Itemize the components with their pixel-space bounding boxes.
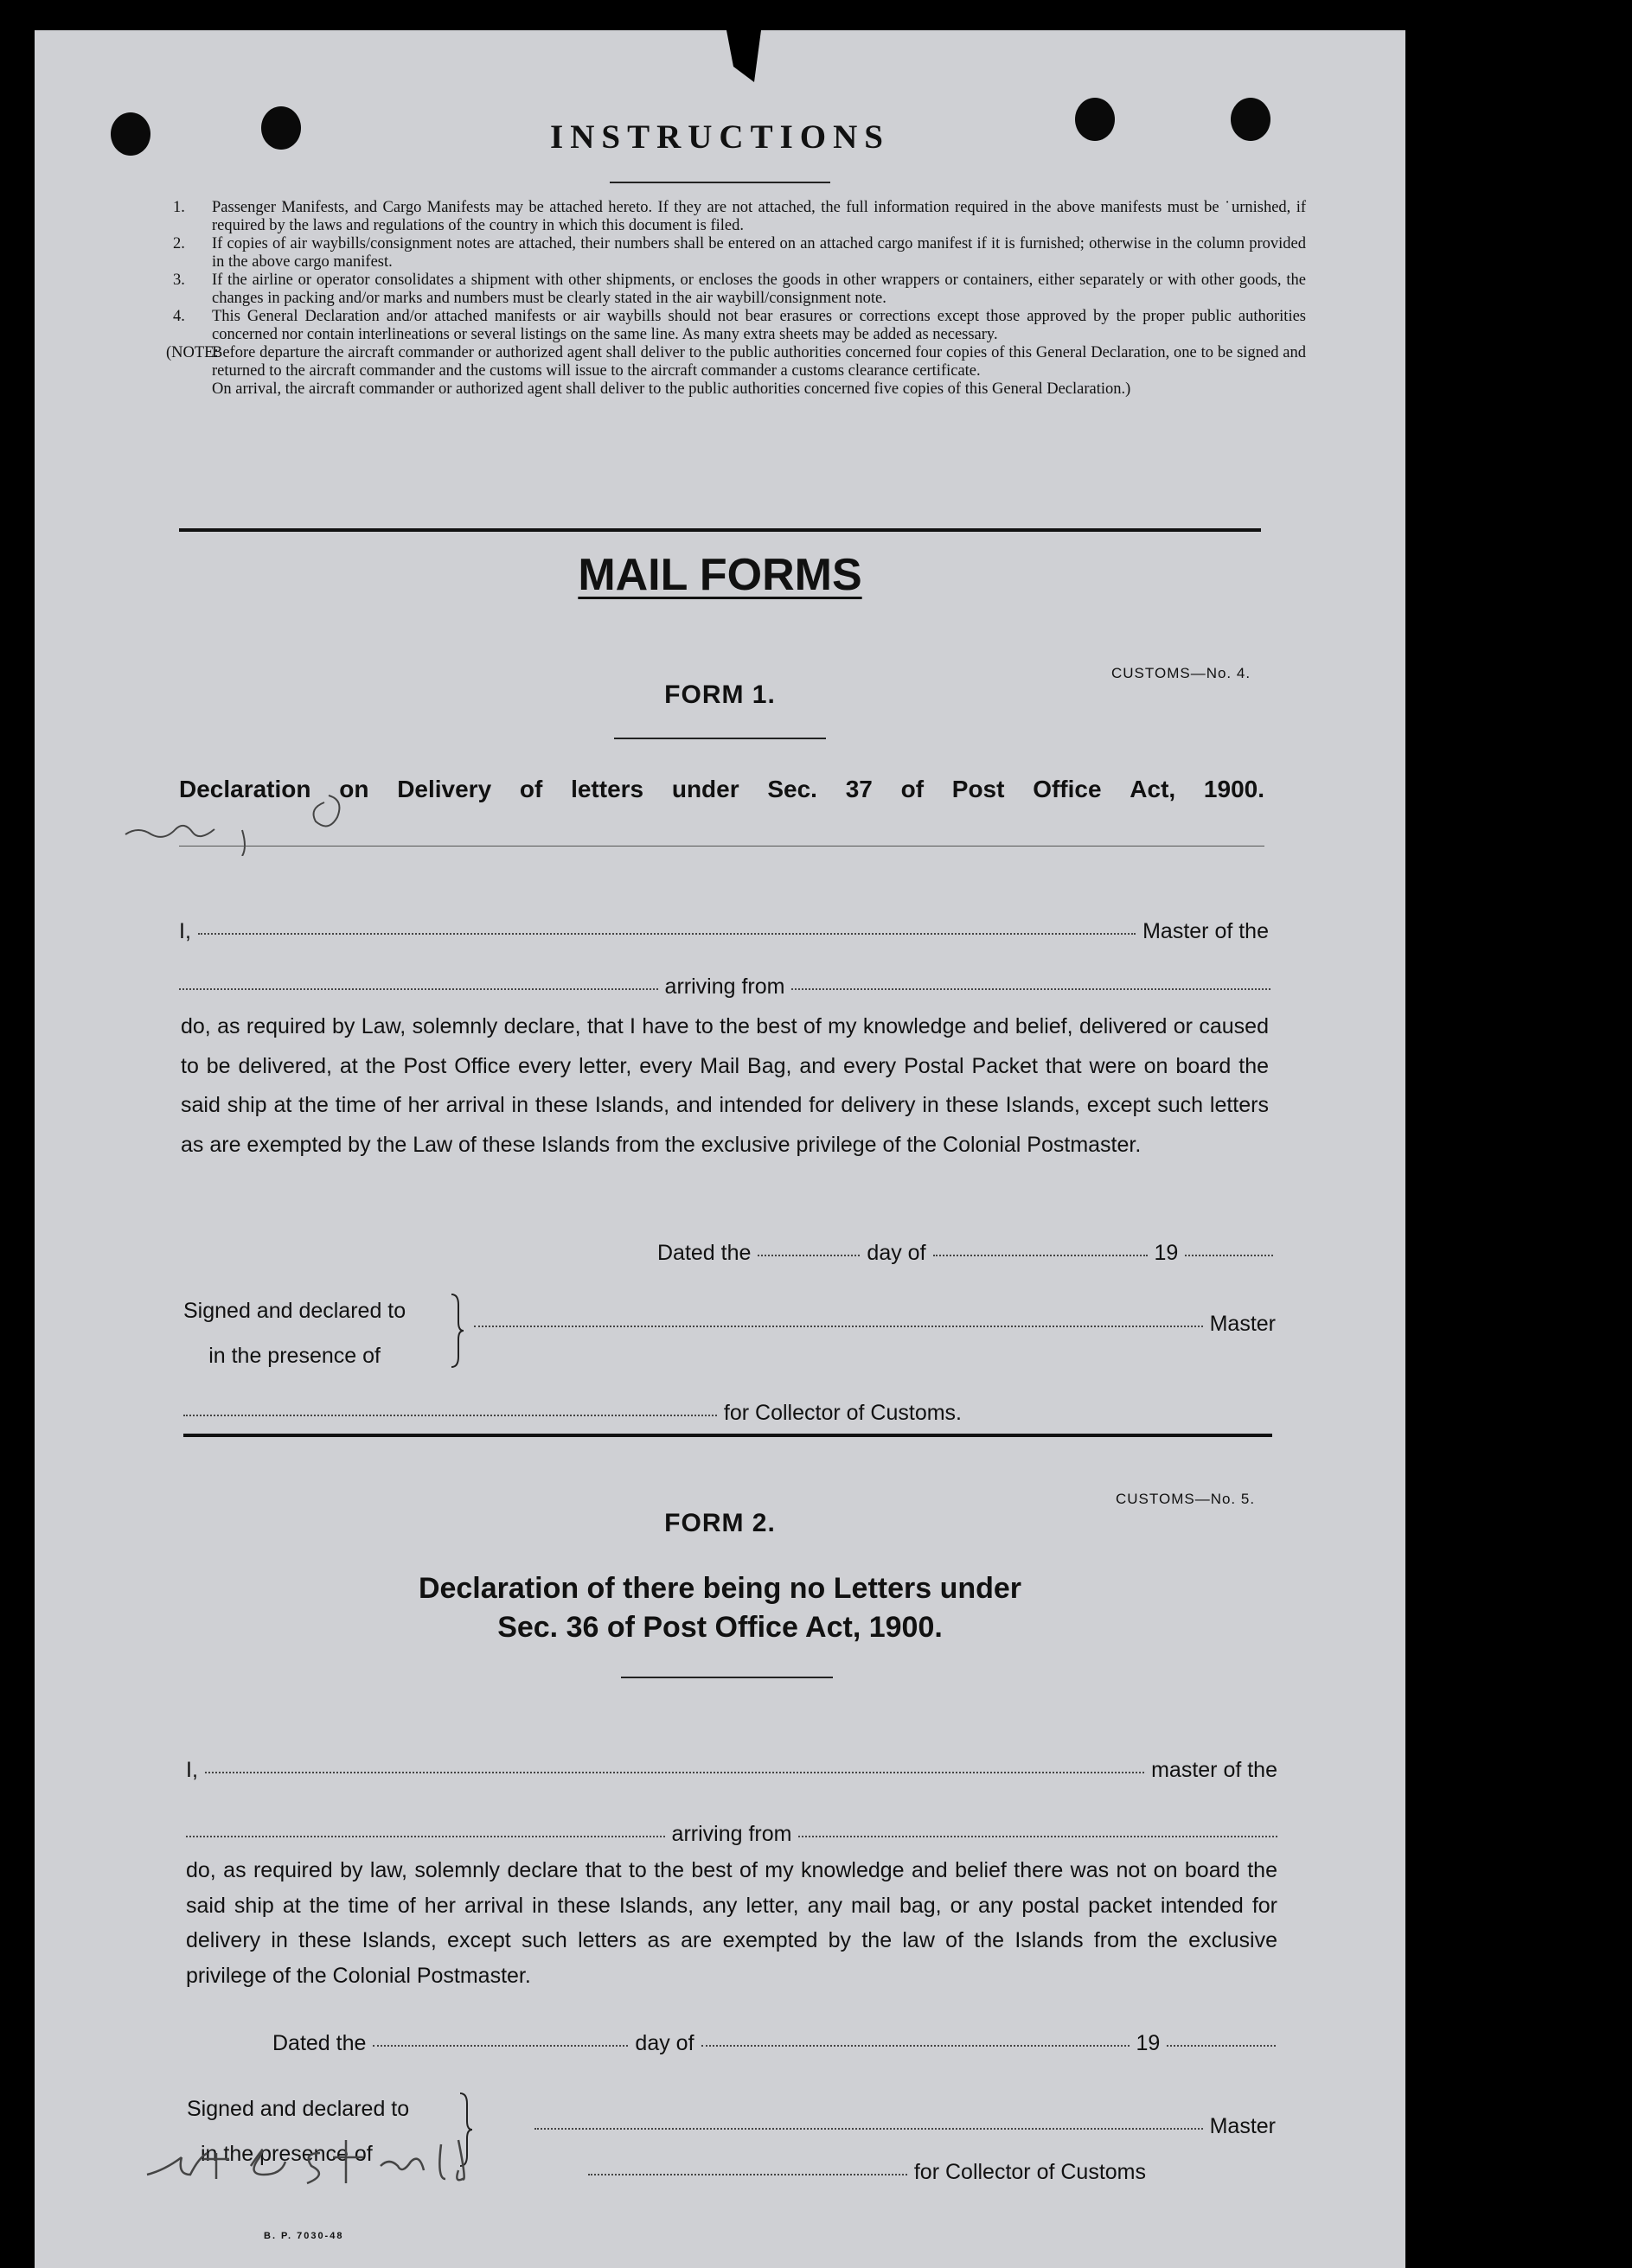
form1-name-row: I, Master of the (179, 919, 1269, 943)
form1-brace (448, 1293, 465, 1370)
form1-collector-row: for Collector of Customs. (183, 1401, 962, 1426)
form1-month-field[interactable] (933, 1254, 1148, 1256)
instruction-note: (NOTE: Before departure the aircraft commander or authorized agent shall deliver to the public authorities concerned four copies of this General Declaration, one to be signed and returned to the aircraft commander and the customs will issue to the aircraft commander a customs clearance certificate. On arrival, the aircraft commander or authorized agent shall deliver to the public authorities concerned five copies of this General Declaration.) (166, 344, 1306, 398)
form1-ship-field[interactable] (179, 987, 658, 990)
instructions-list (166, 199, 1306, 399)
form2-name-field[interactable] (205, 1771, 1144, 1773)
handwritten-signature-form2 (121, 2105, 657, 2201)
form2-body-text: do, as required by law, solemnly declare that to the best of my knowledge and belief there was not on board the said ship at the time of her arrival in these Islands, any letter, any mail bag, or any postal packet intended for delivery in these Islands, except such letters as are exempted by the law of the Islands from the exclusive privilege of the Colonial Postmaster. (186, 1858, 1277, 1988)
document-page (35, 30, 1405, 2268)
instruction-item-1: 1. Passenger Manifests, and Cargo Manifests may be attached hereto. If they are not attached, the full information required in the above manifests must be ˙urnished, if required by the laws and regulations of the country in which this document is filed. (173, 199, 1306, 234)
form1-label-rule (614, 738, 826, 739)
form1-declaration-title: Declaration on Delivery of letters under Sec. 37 of Post Office Act, 1900. (179, 776, 1264, 802)
form2-day-field[interactable] (373, 2044, 628, 2047)
instructions-title: INSTRUCTIONS (550, 118, 890, 156)
handwritten-circle-mark (303, 791, 355, 843)
form1-body-text: do, as required by Law, solemnly declare, that I have to the best of my knowledge and belief, delivered or caused to be delivered, at the Post Office every letter, every Mail Bag, and every Postal Packet that were on board the said ship at the time of her arrival in these Islands, and intended for delivery in these Islands, except such letters as are exempted by the Law of these Islands from the exclusive privilege of the Colonial Postmaster. (181, 1014, 1269, 1157)
instruction-item-4: 4. This General Declaration and/or attached manifests or air waybills should not bear erasures or corrections except those approved by the proper public authorities concerned nor contain interlineations or several listings on the same line. As many extra sheets may be added as necessary. (173, 308, 1306, 343)
section-divider-middle (183, 1434, 1272, 1437)
form2-collector-field[interactable] (588, 2173, 907, 2175)
form1-year-field[interactable] (1185, 1254, 1273, 1256)
form2-arriving-from-field[interactable] (798, 1835, 1277, 1837)
form1-label: FORM 1. (664, 680, 776, 709)
form2-year-field[interactable] (1167, 2044, 1276, 2047)
form1-arriving-row: arriving from (179, 974, 1270, 1000)
form2-arriving-row: arriving from (186, 1822, 1277, 1847)
form2-ship-field[interactable] (186, 1835, 665, 1837)
form1-name-field[interactable] (198, 932, 1136, 935)
form2-collector-row: for Collector of Customs (588, 2160, 1146, 2185)
form2-master-signature-row: Master (534, 2114, 1276, 2139)
form2-signed-label: Signed and declared to in the presence of (187, 2097, 410, 2166)
form2-customs-number: CUSTOMS—No. 5. (1116, 1491, 1256, 1507)
form2-name-row: I, master of the (186, 1758, 1277, 1782)
form1-dated-row: Dated the day of 19 (657, 1241, 1273, 1266)
form-print-code: B. P. 7030-48 (264, 2231, 344, 2241)
form2-declaration-title: Declaration of there being no Letters under Sec. 36 of Post Office Act, 1900. (418, 1572, 1022, 1644)
paper-notch (726, 30, 761, 82)
form1-collector-field[interactable] (183, 1414, 717, 1416)
form1-master-signature-row: Master (467, 1312, 1276, 1337)
form2-label: FORM 2. (664, 1509, 776, 1537)
instruction-item-3: 3. If the airline or operator consolidates a shipment with other shipments, or encloses the goods in other wrappers or containers, either separately or with other goods, the changes in packing and/or marks and numbers must be clearly stated in the air waybill/consignment note. (173, 272, 1306, 307)
form2-dated-row: Dated the day of 19 (272, 2031, 1276, 2056)
form1-title-rule (179, 846, 1264, 847)
form2-month-field[interactable] (701, 2044, 1130, 2047)
instruction-item-2: 2. If copies of air waybills/consignment notes are attached, their numbers shall be entered on an attached cargo manifest if it is furnished; otherwise in the column provided in the above cargo manifest. (173, 235, 1306, 271)
form1-customs-number: CUSTOMS—No. 4. (1111, 665, 1251, 681)
form1-master-signature-field[interactable] (474, 1325, 1203, 1327)
instructions-title-rule (610, 182, 830, 183)
form1-arriving-from-field[interactable] (791, 987, 1270, 990)
form2-title-rule (621, 1677, 833, 1678)
section-divider-top (179, 528, 1261, 532)
mail-forms-title: MAIL FORMS (578, 550, 862, 600)
form1-signed-label: Signed and declared to in the presence of (183, 1299, 406, 1368)
form1-day-field[interactable] (758, 1254, 860, 1256)
